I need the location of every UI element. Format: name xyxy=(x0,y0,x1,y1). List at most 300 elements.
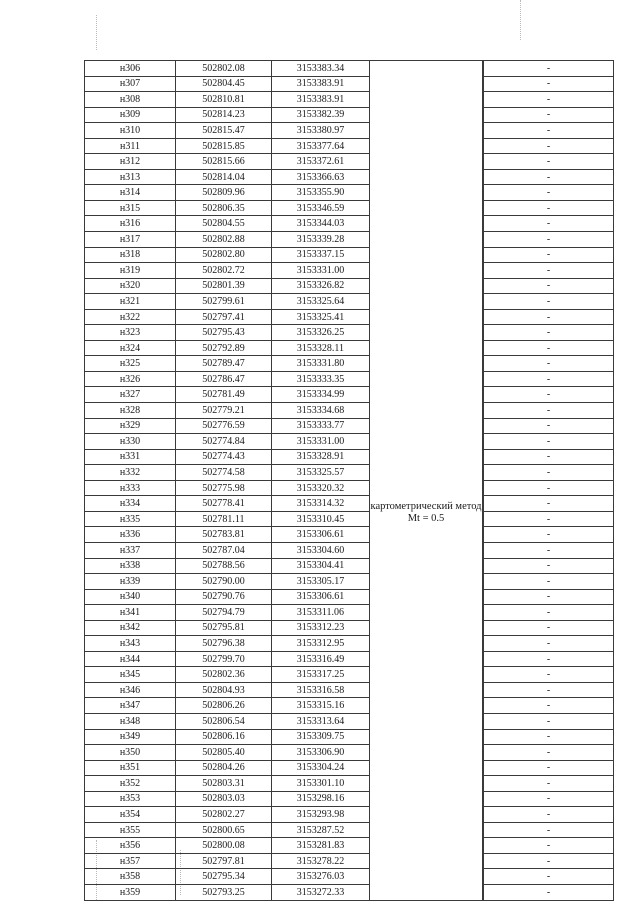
note-cell xyxy=(484,371,614,387)
note-cell xyxy=(484,92,614,108)
x-coordinate-cell: 502795.81 xyxy=(176,620,272,636)
table-row xyxy=(85,185,614,201)
note-cell xyxy=(484,776,614,792)
coordinates-table xyxy=(84,60,614,901)
x-coordinate-cell: 502814.23 xyxy=(176,107,272,123)
note-cell xyxy=(484,216,614,232)
y-coordinate-cell: 3153331.80 xyxy=(272,356,370,372)
x-coordinate-cell: 502788.56 xyxy=(176,558,272,574)
point-id-cell: н345 xyxy=(85,667,176,683)
note-cell xyxy=(484,589,614,605)
x-coordinate-cell: 502794.79 xyxy=(176,605,272,621)
dash-mark: - xyxy=(546,622,551,634)
x-coordinate-cell: 502793.25 xyxy=(176,884,272,900)
y-coordinate-cell: 3153272.33 xyxy=(272,884,370,900)
y-coordinate-cell: 3153383.91 xyxy=(272,92,370,108)
note-cell xyxy=(484,309,614,325)
x-coordinate-cell: 502802.27 xyxy=(176,807,272,823)
point-id-cell: н330 xyxy=(85,434,176,450)
y-coordinate-cell: 3153304.24 xyxy=(272,760,370,776)
y-coordinate-cell: 3153306.61 xyxy=(272,527,370,543)
note-cell xyxy=(484,574,614,590)
table-row xyxy=(85,154,614,170)
y-coordinate-cell: 3153314.32 xyxy=(272,496,370,512)
x-coordinate-cell: 502790.76 xyxy=(176,589,272,605)
dash-mark: - xyxy=(546,420,551,432)
dash-mark: - xyxy=(546,855,551,867)
y-coordinate-cell: 3153383.91 xyxy=(272,76,370,92)
note-cell xyxy=(484,247,614,263)
point-id-cell: н320 xyxy=(85,278,176,294)
dash-mark: - xyxy=(546,389,551,401)
dash-mark: - xyxy=(546,824,551,836)
dash-mark: - xyxy=(546,482,551,494)
point-id-cell: н315 xyxy=(85,200,176,216)
table-row xyxy=(85,434,614,450)
table-row xyxy=(85,558,614,574)
note-cell xyxy=(484,356,614,372)
dash-mark: - xyxy=(546,653,551,665)
table-row xyxy=(85,247,614,263)
point-id-cell: н356 xyxy=(85,838,176,854)
x-coordinate-cell: 502792.89 xyxy=(176,340,272,356)
x-coordinate-cell: 502774.84 xyxy=(176,434,272,450)
y-coordinate-cell: 3153309.75 xyxy=(272,729,370,745)
x-coordinate-cell: 502796.38 xyxy=(176,636,272,652)
x-coordinate-cell: 502797.81 xyxy=(176,853,272,869)
y-coordinate-cell: 3153312.95 xyxy=(272,636,370,652)
note-cell xyxy=(484,869,614,885)
note-cell xyxy=(484,123,614,139)
dash-mark: - xyxy=(546,78,551,90)
point-id-cell: н314 xyxy=(85,185,176,201)
point-id-cell: н327 xyxy=(85,387,176,403)
dash-mark: - xyxy=(546,156,551,168)
note-cell xyxy=(484,636,614,652)
dash-mark: - xyxy=(546,109,551,121)
table-row xyxy=(85,542,614,558)
point-id-cell: н343 xyxy=(85,636,176,652)
x-coordinate-cell: 502804.45 xyxy=(176,76,272,92)
point-id-cell: н338 xyxy=(85,558,176,574)
y-coordinate-cell: 3153333.77 xyxy=(272,418,370,434)
table-row xyxy=(85,822,614,838)
y-coordinate-cell: 3153317.25 xyxy=(272,667,370,683)
y-coordinate-cell: 3153383.34 xyxy=(272,61,370,77)
x-coordinate-cell: 502802.80 xyxy=(176,247,272,263)
point-id-cell: н318 xyxy=(85,247,176,263)
dash-mark: - xyxy=(546,373,551,385)
table-row xyxy=(85,309,614,325)
note-cell xyxy=(484,822,614,838)
y-coordinate-cell: 3153313.64 xyxy=(272,713,370,729)
x-coordinate-cell: 502815.85 xyxy=(176,138,272,154)
point-id-cell: н308 xyxy=(85,92,176,108)
dash-mark: - xyxy=(546,746,551,758)
dash-mark: - xyxy=(546,793,551,805)
point-id-cell: н355 xyxy=(85,822,176,838)
dash-mark: - xyxy=(546,404,551,416)
note-cell xyxy=(484,480,614,496)
y-coordinate-cell: 3153328.11 xyxy=(272,340,370,356)
note-cell xyxy=(484,294,614,310)
method-cell xyxy=(370,61,483,901)
note-cell xyxy=(484,263,614,279)
x-coordinate-cell: 502803.31 xyxy=(176,776,272,792)
note-cell xyxy=(484,511,614,527)
dash-mark: - xyxy=(546,715,551,727)
y-coordinate-cell: 3153298.16 xyxy=(272,791,370,807)
note-cell xyxy=(484,76,614,92)
y-coordinate-cell: 3153305.17 xyxy=(272,574,370,590)
dash-mark: - xyxy=(546,140,551,152)
x-coordinate-cell: 502815.66 xyxy=(176,154,272,170)
point-id-cell: н316 xyxy=(85,216,176,232)
note-cell xyxy=(484,434,614,450)
note-cell xyxy=(484,325,614,341)
table-row xyxy=(85,61,614,77)
dash-mark: - xyxy=(546,544,551,556)
scan-artifact-line xyxy=(520,0,521,40)
point-id-cell: н323 xyxy=(85,325,176,341)
note-cell xyxy=(484,884,614,900)
y-coordinate-cell: 3153325.64 xyxy=(272,294,370,310)
table-row xyxy=(85,387,614,403)
table-row xyxy=(85,511,614,527)
table-row xyxy=(85,263,614,279)
point-id-cell: н344 xyxy=(85,651,176,667)
dash-mark: - xyxy=(546,264,551,276)
dash-mark: - xyxy=(546,809,551,821)
point-id-cell: н325 xyxy=(85,356,176,372)
y-coordinate-cell: 3153312.23 xyxy=(272,620,370,636)
point-id-cell: н339 xyxy=(85,574,176,590)
note-cell xyxy=(484,403,614,419)
y-coordinate-cell: 3153333.35 xyxy=(272,371,370,387)
note-cell xyxy=(484,200,614,216)
point-id-cell: н317 xyxy=(85,232,176,248)
note-cell xyxy=(484,682,614,698)
table-row xyxy=(85,838,614,854)
point-id-cell: н306 xyxy=(85,61,176,77)
x-coordinate-cell: 502797.41 xyxy=(176,309,272,325)
table-row xyxy=(85,807,614,823)
point-id-cell: н332 xyxy=(85,465,176,481)
x-coordinate-cell: 502806.35 xyxy=(176,200,272,216)
y-coordinate-cell: 3153334.99 xyxy=(272,387,370,403)
y-coordinate-cell: 3153337.15 xyxy=(272,247,370,263)
table-row xyxy=(85,169,614,185)
y-coordinate-cell: 3153276.03 xyxy=(272,869,370,885)
dash-mark: - xyxy=(546,762,551,774)
x-coordinate-cell: 502806.54 xyxy=(176,713,272,729)
dash-mark: - xyxy=(546,218,551,230)
table-row xyxy=(85,713,614,729)
y-coordinate-cell: 3153325.41 xyxy=(272,309,370,325)
note-cell xyxy=(484,853,614,869)
x-coordinate-cell: 502775.98 xyxy=(176,480,272,496)
x-coordinate-cell: 502779.21 xyxy=(176,403,272,419)
x-coordinate-cell: 502801.39 xyxy=(176,278,272,294)
table-row xyxy=(85,200,614,216)
table-row xyxy=(85,480,614,496)
dash-mark: - xyxy=(546,886,551,898)
x-coordinate-cell: 502783.81 xyxy=(176,527,272,543)
x-coordinate-cell: 502789.47 xyxy=(176,356,272,372)
dash-mark: - xyxy=(546,295,551,307)
note-cell xyxy=(484,807,614,823)
point-id-cell: н340 xyxy=(85,589,176,605)
note-cell xyxy=(484,496,614,512)
x-coordinate-cell: 502776.59 xyxy=(176,418,272,434)
point-id-cell: н347 xyxy=(85,698,176,714)
table-row xyxy=(85,418,614,434)
note-cell xyxy=(484,620,614,636)
x-coordinate-cell: 502795.34 xyxy=(176,869,272,885)
point-id-cell: н351 xyxy=(85,760,176,776)
point-id-cell: н352 xyxy=(85,776,176,792)
point-id-cell: н328 xyxy=(85,403,176,419)
y-coordinate-cell: 3153320.32 xyxy=(272,480,370,496)
y-coordinate-cell: 3153306.61 xyxy=(272,589,370,605)
x-coordinate-cell: 502804.26 xyxy=(176,760,272,776)
dash-mark: - xyxy=(546,684,551,696)
method-text: картометрический метод Mt = 0.5 xyxy=(370,501,482,524)
dash-mark: - xyxy=(546,342,551,354)
point-id-cell: н321 xyxy=(85,294,176,310)
table-row xyxy=(85,340,614,356)
table-row xyxy=(85,278,614,294)
note-cell xyxy=(484,760,614,776)
table-row xyxy=(85,449,614,465)
dash-mark: - xyxy=(546,435,551,447)
table-row xyxy=(85,232,614,248)
x-coordinate-cell: 502774.58 xyxy=(176,465,272,481)
table-row xyxy=(85,698,614,714)
dash-mark: - xyxy=(546,451,551,463)
table-row xyxy=(85,682,614,698)
y-coordinate-cell: 3153278.22 xyxy=(272,853,370,869)
x-coordinate-cell: 502805.40 xyxy=(176,745,272,761)
dash-mark: - xyxy=(546,327,551,339)
point-id-cell: н350 xyxy=(85,745,176,761)
dash-mark: - xyxy=(546,575,551,587)
table-row xyxy=(85,869,614,885)
dash-mark: - xyxy=(546,62,551,74)
x-coordinate-cell: 502786.47 xyxy=(176,371,272,387)
point-id-cell: н326 xyxy=(85,371,176,387)
table-row xyxy=(85,620,614,636)
table-row xyxy=(85,729,614,745)
x-coordinate-cell: 502802.88 xyxy=(176,232,272,248)
note-cell xyxy=(484,185,614,201)
dash-mark: - xyxy=(546,731,551,743)
x-coordinate-cell: 502787.04 xyxy=(176,542,272,558)
x-coordinate-cell: 502802.08 xyxy=(176,61,272,77)
y-coordinate-cell: 3153326.82 xyxy=(272,278,370,294)
note-cell xyxy=(484,745,614,761)
dash-mark: - xyxy=(546,669,551,681)
y-coordinate-cell: 3153287.52 xyxy=(272,822,370,838)
table-row xyxy=(85,574,614,590)
note-cell xyxy=(484,61,614,77)
table-row xyxy=(85,884,614,900)
table-row xyxy=(85,123,614,139)
table-row xyxy=(85,325,614,341)
dash-mark: - xyxy=(546,358,551,370)
point-id-cell: н309 xyxy=(85,107,176,123)
table-row xyxy=(85,496,614,512)
x-coordinate-cell: 502804.93 xyxy=(176,682,272,698)
point-id-cell: н348 xyxy=(85,713,176,729)
x-coordinate-cell: 502795.43 xyxy=(176,325,272,341)
y-coordinate-cell: 3153377.64 xyxy=(272,138,370,154)
scan-artifact-line xyxy=(96,15,97,50)
y-coordinate-cell: 3153355.90 xyxy=(272,185,370,201)
note-cell xyxy=(484,340,614,356)
y-coordinate-cell: 3153328.91 xyxy=(272,449,370,465)
dash-mark: - xyxy=(546,529,551,541)
y-coordinate-cell: 3153334.68 xyxy=(272,403,370,419)
point-id-cell: н359 xyxy=(85,884,176,900)
point-id-cell: н336 xyxy=(85,527,176,543)
table-row xyxy=(85,356,614,372)
dash-mark: - xyxy=(546,606,551,618)
table-row xyxy=(85,294,614,310)
x-coordinate-cell: 502810.81 xyxy=(176,92,272,108)
table-row xyxy=(85,853,614,869)
point-id-cell: н358 xyxy=(85,869,176,885)
dash-mark: - xyxy=(546,93,551,105)
point-id-cell: н333 xyxy=(85,480,176,496)
x-coordinate-cell: 502806.16 xyxy=(176,729,272,745)
x-coordinate-cell: 502774.43 xyxy=(176,449,272,465)
note-cell xyxy=(484,838,614,854)
point-id-cell: н313 xyxy=(85,169,176,185)
point-id-cell: н311 xyxy=(85,138,176,154)
x-coordinate-cell: 502800.65 xyxy=(176,822,272,838)
dash-mark: - xyxy=(546,187,551,199)
point-id-cell: н342 xyxy=(85,620,176,636)
table-row xyxy=(85,216,614,232)
y-coordinate-cell: 3153316.49 xyxy=(272,651,370,667)
point-id-cell: н349 xyxy=(85,729,176,745)
table-row xyxy=(85,465,614,481)
table-row xyxy=(85,107,614,123)
table-row xyxy=(85,776,614,792)
y-coordinate-cell: 3153316.58 xyxy=(272,682,370,698)
y-coordinate-cell: 3153293.98 xyxy=(272,807,370,823)
point-id-cell: н353 xyxy=(85,791,176,807)
point-id-cell: н329 xyxy=(85,418,176,434)
y-coordinate-cell: 3153339.28 xyxy=(272,232,370,248)
y-coordinate-cell: 3153331.00 xyxy=(272,263,370,279)
x-coordinate-cell: 502799.70 xyxy=(176,651,272,667)
x-coordinate-cell: 502800.08 xyxy=(176,838,272,854)
dash-mark: - xyxy=(546,249,551,261)
point-id-cell: н334 xyxy=(85,496,176,512)
table-row xyxy=(85,745,614,761)
x-coordinate-cell: 502781.49 xyxy=(176,387,272,403)
dash-mark: - xyxy=(546,171,551,183)
note-cell xyxy=(484,791,614,807)
y-coordinate-cell: 3153310.45 xyxy=(272,511,370,527)
table-row xyxy=(85,527,614,543)
dash-mark: - xyxy=(546,871,551,883)
table-row xyxy=(85,667,614,683)
note-cell xyxy=(484,169,614,185)
y-coordinate-cell: 3153311.06 xyxy=(272,605,370,621)
point-id-cell: н357 xyxy=(85,853,176,869)
dash-mark: - xyxy=(546,124,551,136)
note-cell xyxy=(484,651,614,667)
point-id-cell: н335 xyxy=(85,511,176,527)
note-cell xyxy=(484,107,614,123)
dash-mark: - xyxy=(546,498,551,510)
x-coordinate-cell: 502799.61 xyxy=(176,294,272,310)
table-row xyxy=(85,636,614,652)
note-cell xyxy=(484,138,614,154)
note-cell xyxy=(484,713,614,729)
note-cell xyxy=(484,729,614,745)
table-row xyxy=(85,76,614,92)
y-coordinate-cell: 3153306.90 xyxy=(272,745,370,761)
y-coordinate-cell: 3153380.97 xyxy=(272,123,370,139)
x-coordinate-cell: 502790.00 xyxy=(176,574,272,590)
table-row xyxy=(85,791,614,807)
dash-mark: - xyxy=(546,311,551,323)
y-coordinate-cell: 3153382.39 xyxy=(272,107,370,123)
table-row xyxy=(85,403,614,419)
point-id-cell: н354 xyxy=(85,807,176,823)
dash-mark: - xyxy=(546,466,551,478)
x-coordinate-cell: 502814.04 xyxy=(176,169,272,185)
dash-mark: - xyxy=(546,777,551,789)
note-cell xyxy=(484,605,614,621)
note-cell xyxy=(484,558,614,574)
note-cell xyxy=(484,698,614,714)
x-coordinate-cell: 502804.55 xyxy=(176,216,272,232)
dash-mark: - xyxy=(546,202,551,214)
point-id-cell: н307 xyxy=(85,76,176,92)
y-coordinate-cell: 3153326.25 xyxy=(272,325,370,341)
dash-mark: - xyxy=(546,700,551,712)
y-coordinate-cell: 3153304.60 xyxy=(272,542,370,558)
dash-mark: - xyxy=(546,591,551,603)
note-cell xyxy=(484,154,614,170)
y-coordinate-cell: 3153372.61 xyxy=(272,154,370,170)
note-cell xyxy=(484,387,614,403)
dash-mark: - xyxy=(546,233,551,245)
note-cell xyxy=(484,232,614,248)
point-id-cell: н337 xyxy=(85,542,176,558)
note-cell xyxy=(484,527,614,543)
dash-mark: - xyxy=(546,513,551,525)
note-cell xyxy=(484,667,614,683)
dash-mark: - xyxy=(546,638,551,649)
y-coordinate-cell: 3153325.57 xyxy=(272,465,370,481)
y-coordinate-cell: 3153344.03 xyxy=(272,216,370,232)
x-coordinate-cell: 502803.03 xyxy=(176,791,272,807)
x-coordinate-cell: 502802.36 xyxy=(176,667,272,683)
y-coordinate-cell: 3153315.16 xyxy=(272,698,370,714)
y-coordinate-cell: 3153331.00 xyxy=(272,434,370,450)
table-row xyxy=(85,589,614,605)
point-id-cell: н324 xyxy=(85,340,176,356)
y-coordinate-cell: 3153301.10 xyxy=(272,776,370,792)
point-id-cell: н319 xyxy=(85,263,176,279)
x-coordinate-cell: 502778.41 xyxy=(176,496,272,512)
